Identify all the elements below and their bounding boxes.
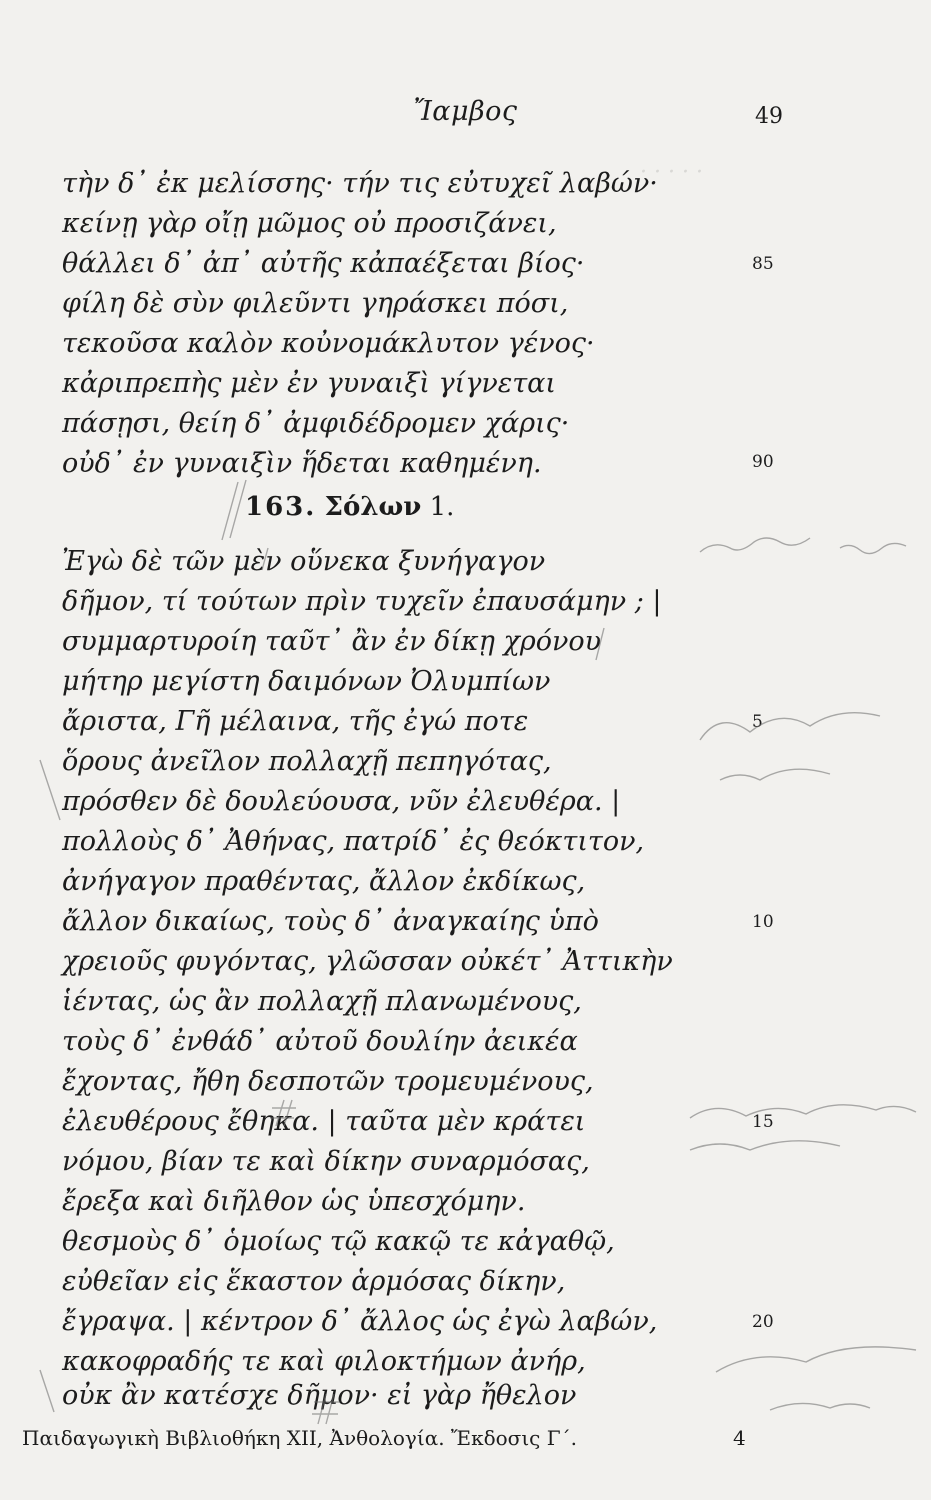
line-number: 20 [752,1312,774,1332]
verse-line: χρειοῦς φυγόντας, γλῶσσαν οὐκέτ᾿ Ἀττικὴν [62,946,673,977]
verse-line: Ἐγὼ δὲ τῶν μὲν οὕνεκα ξυνήγαγον [62,546,546,577]
verse-line: ἔρεξα καὶ διῆλθον ὡς ὑπεσχόμην. [62,1186,526,1217]
verse-line: πολλοὺς δ᾿ Ἀθήνας, πατρίδ᾿ ἐς θεόκτιτον, [62,826,645,857]
verse-line: κείνῃ γὰρ οἴῃ μῶμος οὐ προσιζάνει, [62,208,557,239]
verse-line: κακοφραδής τε καὶ φιλοκτήμων ἀνήρ, [62,1346,586,1377]
line-number: 5 [752,712,763,732]
line-number: 85 [752,254,774,274]
verse-line: ἱέντας, ὡς ἂν πολλαχῇ πλανωμένους, [62,986,582,1017]
verse-line: νόμου, βίαν τε καὶ δίκην συναρμόσας, [62,1146,590,1177]
verse-line: ἄριστα, Γῆ μέλαινα, τῆς ἐγώ ποτε [62,706,529,737]
verse-line: οὐκ ἂν κατέσχε δῆμον· εἰ γὰρ ἤθελον [62,1380,577,1411]
signature-mark: 4 [733,1426,746,1450]
section-heading [245,492,454,522]
poem-author: Σόλων [324,492,422,522]
verse-line: ὅρους ἀνεῖλον πολλαχῇ πεπηγότας, [62,746,552,777]
verse-line: ἀνήγαγον πραθέντας, ἄλλον ἐκδίκως, [62,866,586,897]
verse-line: τοὺς δ᾿ ἐνθάδ᾿ αὐτοῦ δουλίην ἀεικέα [62,1026,578,1057]
verse-line: μήτηρ μεγίστη δαιμόνων Ὀλυμπίων [62,666,551,697]
verse-line: φίλη δὲ σὺν φιλεῦντι γηράσκει πόσι, [62,288,569,319]
verse-line: τὴν δ᾿ ἐκ μελίσσης· τήν τις εὐτυχεῖ λαβών· [62,168,658,199]
verse-line: ἔγραψα. | κέντρον δ᾿ ἄλλος ὡς ἐγὼ λαβών, [62,1306,658,1337]
verse-line: συμμαρτυροίη ταῦτ᾿ ἂν ἐν δίκῃ χρόνου [62,626,602,657]
verse-line: τεκοῦσα καλὸν κοὐνομάκλυτον γένος· [62,328,595,359]
page-number: 49 [755,104,783,129]
verse-line: ἄλλον δικαίως, τοὺς δ᾿ ἀναγκαίης ὑπὸ [62,906,599,937]
verse-line: εὐθεῖαν εἰς ἕκαστον ἁρμόσας δίκην, [62,1266,566,1297]
verse-line: κἀριπρεπὴς μὲν ἐν γυναιξὶ γίγνεται [62,368,556,399]
verse-line: θάλλει δ᾿ ἀπ᾿ αὐτῆς κἀπαέξεται βίος· [62,248,585,279]
line-number: 10 [752,912,774,932]
line-number: 90 [752,452,774,472]
poem-number: 163. [245,492,317,522]
verse-line: δῆμον, τί τούτων πρὶν τυχεῖν ἐπαυσάμην ; | [62,586,662,617]
running-title: Ἴαμβος [413,96,518,127]
line-number: 15 [752,1112,774,1132]
poem-index: 1. [429,492,455,522]
verse-line: οὐδ᾿ ἐν γυναιξὶν ἥδεται καθημένη. [62,448,542,479]
verse-line: ἐλευθέρους ἔθηκα. | ταῦτα μὲν κράτει [62,1106,586,1137]
verse-line: θεσμοὺς δ᾿ ὁμοίως τῷ κακῷ τε κἀγαθῷ, [62,1226,615,1257]
footer-series: Παιδαγωγικὴ Βιβλιοθήκη XII, Ἀνθολογία. Ἔκδοσις Γ΄. [22,1426,577,1450]
verse-line: πάσῃσι, θείη δ᾿ ἀμφιδέδρομεν χάρις· [62,408,570,439]
verse-line: πρόσθεν δὲ δουλεύουσα, νῦν ἐλευθέρα. | [62,786,621,817]
show-through: · · · · · [640,160,703,185]
verse-line: ἔχοντας, ἤθη δεσποτῶν τρομευμένους, [62,1066,594,1097]
